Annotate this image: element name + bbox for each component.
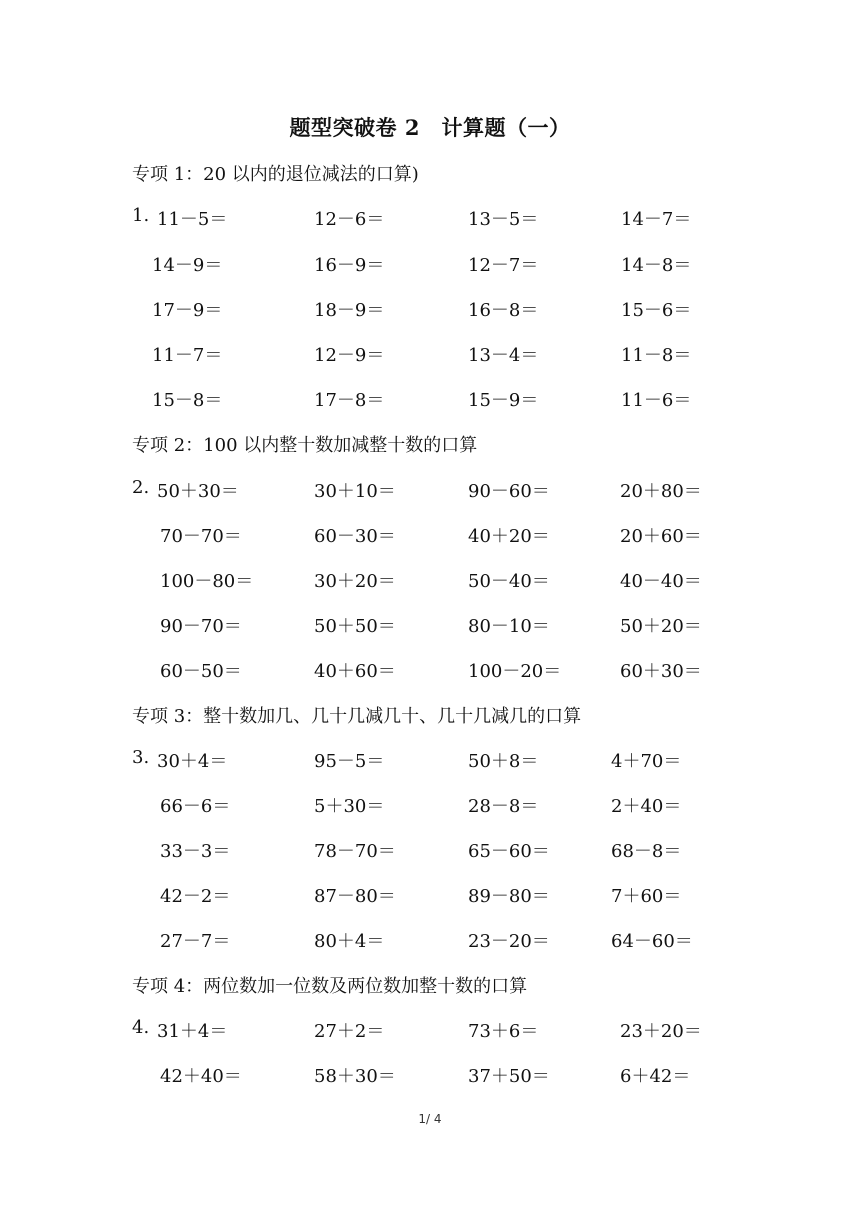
problem: 12－9＝	[314, 345, 385, 366]
problem: 80－10＝	[468, 616, 550, 637]
problem: 28－8＝	[468, 796, 539, 817]
problem: 42－2＝	[160, 886, 231, 907]
section-heading-4: 专项 4：两位数加一位数及两位数加整十数的口算	[132, 976, 528, 997]
problem-row	[0, 837, 860, 867]
problem: 70－70＝	[160, 526, 242, 547]
question-number: 4.	[132, 1017, 150, 1038]
problem-row	[0, 657, 860, 687]
problem: 33－3＝	[160, 841, 231, 862]
problem-row	[0, 341, 860, 371]
problem: 80＋4＝	[314, 931, 385, 952]
problem: 27＋2＝	[314, 1021, 385, 1042]
problem: 12－7＝	[468, 255, 539, 276]
question-number: 2.	[132, 477, 150, 498]
problem-row	[0, 296, 860, 326]
problem: 60－50＝	[160, 661, 242, 682]
problem: 50＋8＝	[468, 751, 539, 772]
question-number: 3.	[132, 747, 150, 768]
problem: 27－7＝	[160, 931, 231, 952]
problem: 23＋20＝	[620, 1021, 702, 1042]
problem: 65－60＝	[468, 841, 550, 862]
problem: 15－8＝	[152, 390, 223, 411]
section-heading-3: 专项 3：整十数加几、几十几减几十、几十几减几的口算	[132, 706, 582, 727]
problem: 68－8＝	[611, 841, 682, 862]
problem: 60－30＝	[314, 526, 396, 547]
problem-row	[0, 747, 860, 777]
problem: 16－9＝	[314, 255, 385, 276]
problem: 14－9＝	[152, 255, 223, 276]
problem: 37＋50＝	[468, 1066, 550, 1087]
problem: 89－80＝	[468, 886, 550, 907]
problem: 20＋80＝	[620, 481, 702, 502]
problem-row	[0, 205, 860, 235]
problem: 11－6＝	[621, 390, 692, 411]
problem: 31＋4＝	[157, 1021, 228, 1042]
problem: 12－6＝	[314, 209, 385, 230]
problem-row	[0, 251, 860, 281]
problem: 58＋30＝	[314, 1066, 396, 1087]
problem: 66－6＝	[160, 796, 231, 817]
problem: 87－80＝	[314, 886, 396, 907]
problem-row	[0, 1062, 860, 1092]
problem: 11－7＝	[152, 345, 223, 366]
problem: 95－5＝	[314, 751, 385, 772]
problem: 40＋20＝	[468, 526, 550, 547]
problem: 30＋10＝	[314, 481, 396, 502]
problem-row	[0, 882, 860, 912]
problem: 90－60＝	[468, 481, 550, 502]
problem: 6＋42＝	[620, 1066, 691, 1087]
problem: 18－9＝	[314, 300, 385, 321]
problem-row	[0, 386, 860, 416]
problem-row	[0, 477, 860, 507]
section-heading-2: 专项 2：100 以内整十数加减整十数的口算	[132, 435, 478, 456]
problem: 13－4＝	[468, 345, 539, 366]
problem: 4＋70＝	[611, 751, 682, 772]
page-title: 题型突破卷 2 计算题（一）	[289, 115, 571, 140]
problem: 100－20＝	[468, 661, 562, 682]
problem-row	[0, 927, 860, 957]
problem-row	[0, 792, 860, 822]
problem: 42＋40＝	[160, 1066, 242, 1087]
problem: 64－60＝	[611, 931, 693, 952]
problem: 17－9＝	[152, 300, 223, 321]
page-number: 1/ 4	[418, 1112, 442, 1126]
problem: 11－8＝	[621, 345, 692, 366]
problem: 40＋60＝	[314, 661, 396, 682]
problem: 50＋30＝	[157, 481, 239, 502]
problem: 73＋6＝	[468, 1021, 539, 1042]
problem: 78－70＝	[314, 841, 396, 862]
problem: 30＋4＝	[157, 751, 228, 772]
problem: 14－7＝	[621, 209, 692, 230]
problem-row	[0, 612, 860, 642]
problem: 50＋50＝	[314, 616, 396, 637]
problem: 40－40＝	[620, 571, 702, 592]
problem: 15－6＝	[621, 300, 692, 321]
question-number: 1.	[132, 205, 150, 226]
problem: 23－20＝	[468, 931, 550, 952]
problem: 11－5＝	[157, 209, 228, 230]
problem: 5＋30＝	[314, 796, 385, 817]
problem-row	[0, 1017, 860, 1047]
problem: 50＋20＝	[620, 616, 702, 637]
problem-row	[0, 522, 860, 552]
problem: 13－5＝	[468, 209, 539, 230]
problem: 20＋60＝	[620, 526, 702, 547]
problem: 90－70＝	[160, 616, 242, 637]
problem: 17－8＝	[314, 390, 385, 411]
problem: 30＋20＝	[314, 571, 396, 592]
problem: 14－8＝	[621, 255, 692, 276]
problem: 100－80＝	[160, 571, 254, 592]
problem: 7＋60＝	[611, 886, 682, 907]
problem: 15－9＝	[468, 390, 539, 411]
problem: 50－40＝	[468, 571, 550, 592]
problem: 16－8＝	[468, 300, 539, 321]
problem: 60＋30＝	[620, 661, 702, 682]
problem-row	[0, 567, 860, 597]
problem: 2＋40＝	[611, 796, 682, 817]
section-heading-1: 专项 1：20 以内的退位减法的口算)	[132, 164, 419, 185]
